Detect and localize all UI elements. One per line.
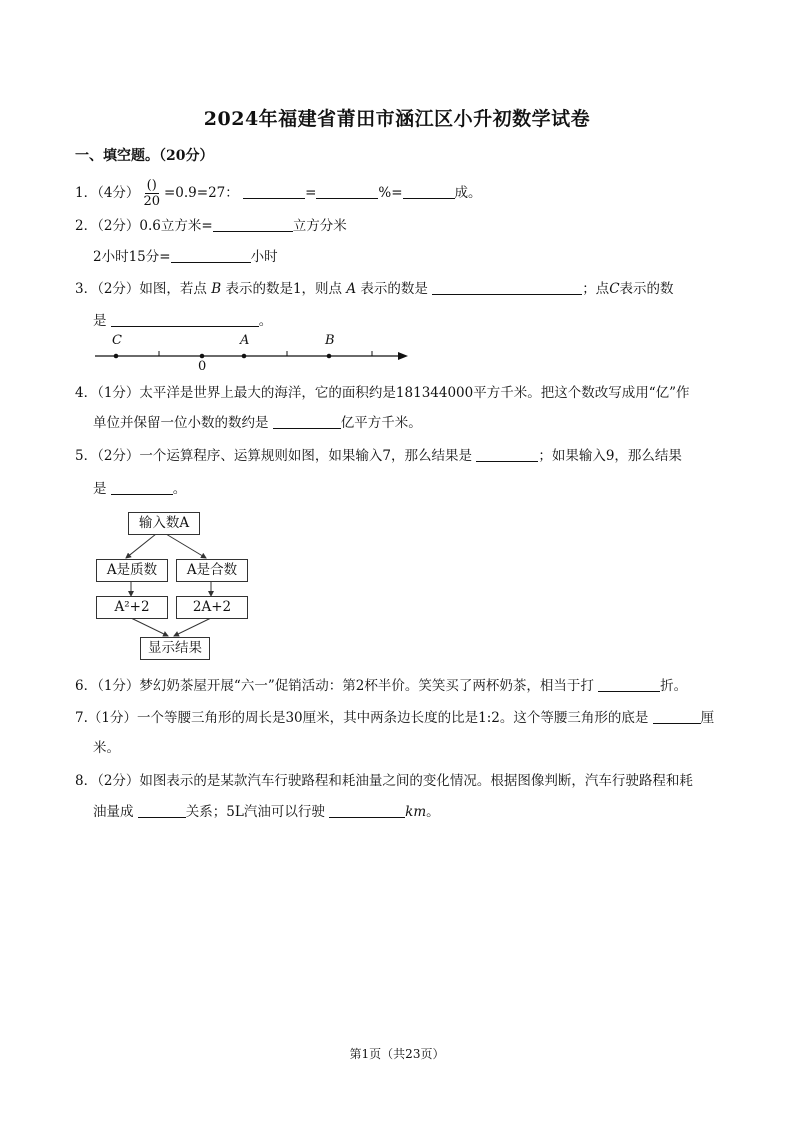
- question-3-line-1: 3．（2分）如图，若点 B 表示的数是1，则点 A 表示的数是 ；点C表示的数: [75, 281, 674, 297]
- question-7-line-1: 7.（1分）一个等腰三角形的周长是30厘米，其中两条边长度的比是1:2。这个等腰三角形的底是 厘: [75, 710, 715, 726]
- question-6: 6．（1分）梦幻奶茶屋开展“六一”促销活动：第2杯半价。笑笑买了两杯奶茶，相当于打 折。: [75, 678, 688, 694]
- flow-output-box: 显示结果: [140, 637, 210, 660]
- answer-blank[interactable]: [653, 709, 701, 724]
- number-line-graphic: [92, 332, 412, 374]
- question-8-line-2: 油量成 关系；5L汽油可以行驶 km。: [93, 804, 440, 820]
- question-1: 1．（4分） $\frac{()}{20}$ =0.9=27： = %= 成。: [75, 178, 482, 209]
- question-5-line-1: 5．（2分）一个运算程序、运算规则如图，如果输入7，那么结果是 ；如果输入9，那么结果: [75, 448, 682, 464]
- question-4-line-2: 单位并保留一位小数的数约是 亿平方千米。: [93, 415, 422, 431]
- zero-label: 0: [198, 359, 207, 374]
- flow-composite-box: A是合数: [176, 559, 248, 582]
- point-label-b: B: [325, 333, 335, 348]
- fraction: $\frac{()}{20}$: [143, 178, 160, 209]
- point-label-c: C: [112, 333, 122, 348]
- number-line: [92, 332, 412, 374]
- answer-blank[interactable]: [476, 447, 538, 462]
- question-8-line-1: 8．（2分）如图表示的是某款汽车行驶路程和耗油量之间的变化情况。根据图像判断，汽车行驶路程和耗: [75, 773, 693, 789]
- answer-blank[interactable]: [171, 248, 251, 263]
- answer-blank[interactable]: [598, 677, 660, 692]
- flow-input-box: 输入数A: [128, 512, 200, 535]
- question-3-line-2: 是 。: [93, 313, 273, 329]
- flow-op2-box: 2A+2: [176, 596, 248, 619]
- answer-blank[interactable]: [213, 217, 293, 232]
- question-4-line-1: 4．（1分）太平洋是世界上最大的海洋，它的面积约是181344000平方千米。把这个数改写成用“亿”作: [75, 385, 690, 401]
- answer-blank[interactable]: [111, 312, 259, 327]
- answer-blank[interactable]: [138, 803, 186, 818]
- section-heading: 一、填空题。（20分）: [75, 148, 214, 164]
- question-2-line-2: 2小时15分= 小时: [93, 249, 278, 265]
- answer-blank[interactable]: [243, 184, 305, 199]
- flow-op1-box: A²+2: [96, 596, 168, 619]
- answer-blank[interactable]: [403, 184, 455, 199]
- answer-blank[interactable]: [111, 480, 173, 495]
- point-label-a: A: [240, 333, 250, 348]
- question-5-line-2: 是 。: [93, 481, 187, 497]
- flowchart: [96, 510, 256, 660]
- exam-title: 2024年福建省莆田市涵江区小升初数学试卷: [203, 108, 591, 130]
- answer-blank[interactable]: [432, 280, 582, 295]
- flow-prime-box: A是质数: [96, 559, 168, 582]
- page-footer: 第1页（共23页）: [349, 1047, 445, 1061]
- question-2-line-1: 2．（2分）0.6立方米= 立方分米: [75, 218, 347, 234]
- answer-blank[interactable]: [316, 184, 378, 199]
- answer-blank[interactable]: [329, 803, 405, 818]
- question-7-line-2: 米。: [93, 740, 120, 756]
- answer-blank[interactable]: [273, 414, 341, 429]
